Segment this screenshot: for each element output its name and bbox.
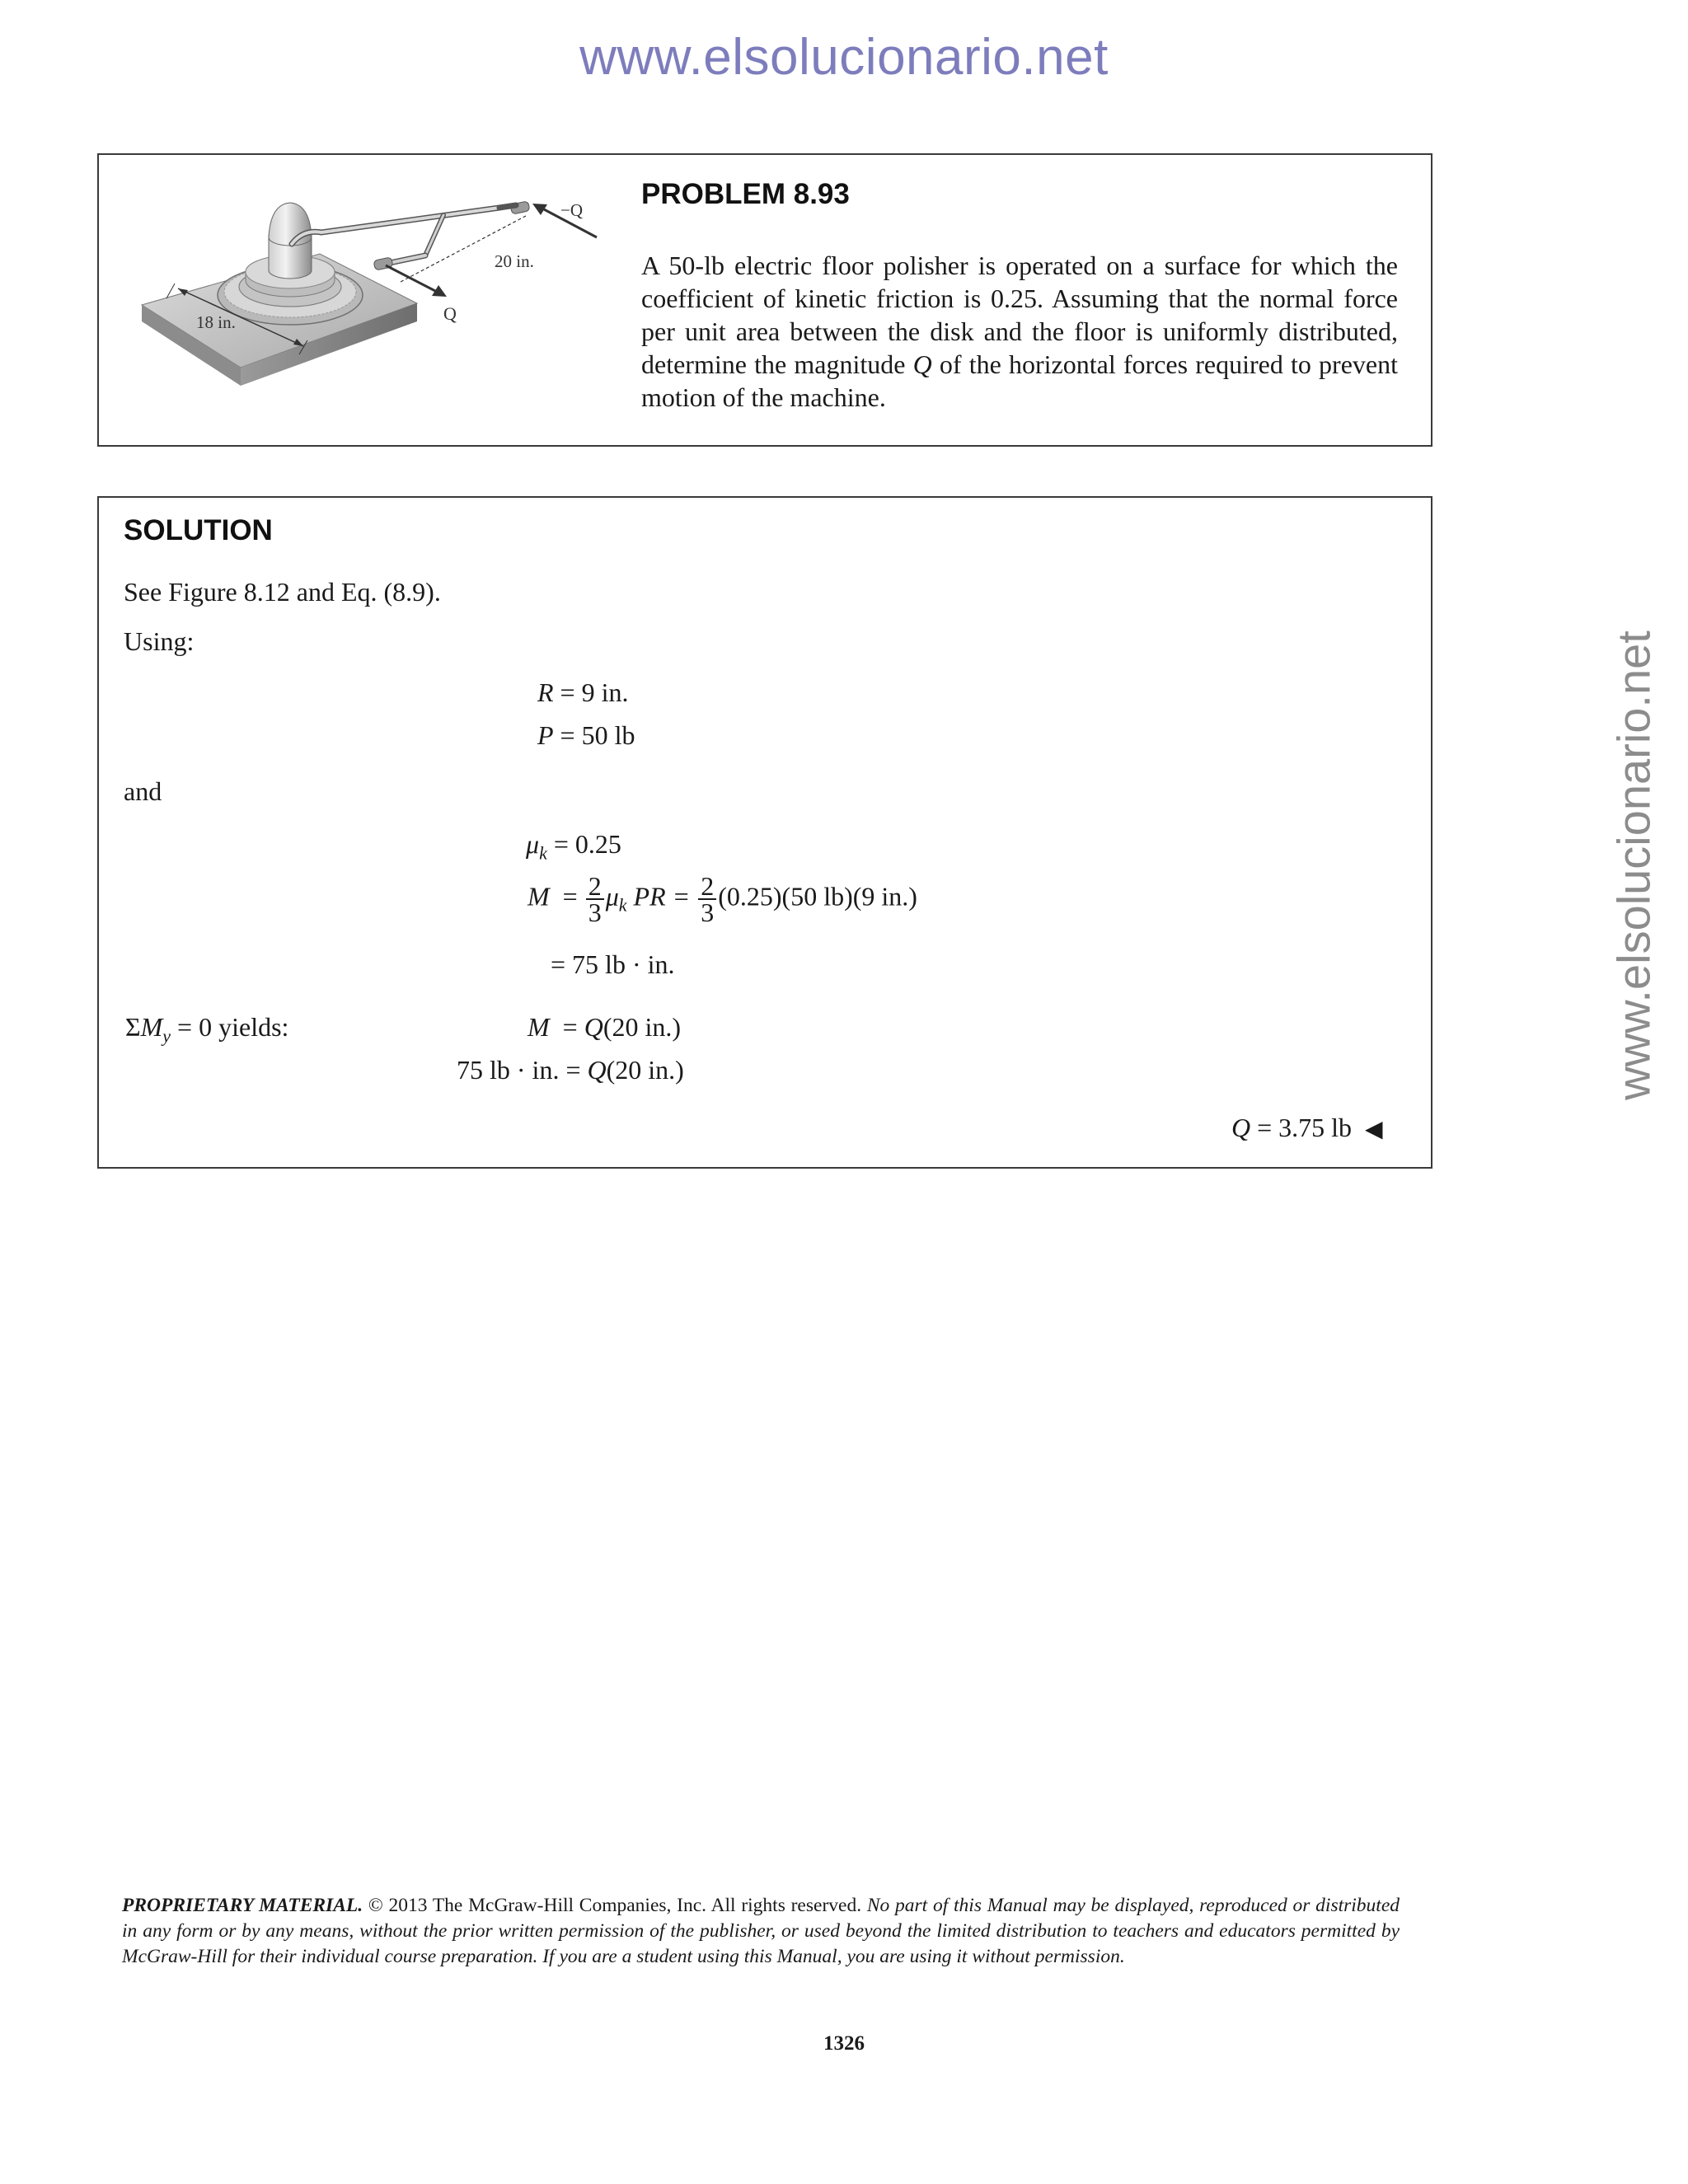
copyright-footer: [122, 1893, 1400, 1970]
equilibrium-condition: [125, 1010, 288, 1052]
moment-result: = 75 lb · in.: [551, 949, 675, 979]
mu-symbol-inline: μ: [605, 881, 619, 912]
equation-p: [537, 719, 635, 752]
answer-marker-icon: ◀: [1365, 1115, 1383, 1142]
motor-housing: [269, 203, 312, 279]
footer-bold: PROPRIETARY MATERIAL.: [122, 1895, 363, 1916]
equation-numeric: [457, 1053, 684, 1086]
eq2-lhs: 75 lb · in. =: [457, 1055, 581, 1085]
solution-using: Using:: [124, 626, 195, 656]
watermark-side-text: www.elsolucionario.net: [1607, 630, 1660, 1100]
page-number: 1326: [823, 2032, 865, 2055]
solution-intro: See Figure 8.12 and Eq. (8.9).: [124, 577, 441, 607]
problem-title: PROBLEM 8.93: [641, 178, 850, 210]
p-value: = 50 lb: [560, 720, 635, 750]
equation-mu: [526, 827, 621, 869]
equation-moment: [528, 871, 917, 927]
r-symbol: R: [537, 677, 554, 707]
fraction-numerator: 2: [586, 874, 604, 900]
equation-r: [537, 676, 628, 709]
eq1-equals: =: [562, 1012, 578, 1042]
footer-italic: No part of this Manual may be displayed, reproduced or distributed in any form or by any means, without the prior written permission of the publisher, or used beyond the limited distribution to teachers and educators permitted by McGraw-Hill for their individual course preparation. If you are a student using this Manual, you are using it without permission.: [122, 1895, 1400, 1967]
solution-title: SOLUTION: [124, 514, 273, 546]
label-neg-q: −Q: [560, 200, 584, 220]
fraction-denominator: 3: [701, 898, 715, 927]
mu-subscript-inline: k: [618, 894, 627, 916]
answer-value: = 3.75 lb: [1257, 1113, 1353, 1142]
moment-symbol: M: [528, 881, 550, 912]
sigma-symbol: Σ: [125, 1012, 141, 1042]
eq1-m: M: [528, 1012, 550, 1042]
dimension-20in: [401, 216, 526, 282]
watermark-top: www.elsolucionario.net: [579, 29, 1109, 86]
moment-substitution: (0.25)(50 lb)(9 in.): [718, 881, 917, 912]
sum-subscript: y: [162, 1025, 171, 1047]
fraction-two-thirds-a: [586, 871, 604, 927]
problem-text-q: Q: [912, 349, 932, 379]
fraction-denominator: 3: [588, 898, 602, 927]
p-symbol: P: [537, 720, 554, 750]
pr-term: PR =: [633, 881, 691, 912]
mu-value: = 0.25: [553, 829, 621, 859]
equals-sign: =: [562, 881, 578, 912]
floor-polisher-figure: [138, 196, 600, 412]
label-18in: 18 in.: [196, 312, 236, 332]
eq1-rhs: (20 in.): [603, 1012, 682, 1042]
eq2-rhs: (20 in.): [606, 1055, 684, 1085]
answer-q: Q: [1231, 1113, 1251, 1142]
mu-subscript: k: [539, 842, 547, 864]
solution-and: and: [124, 776, 162, 806]
problem-text-b: of the horizontal forces required to prevent motion of the machine.: [641, 349, 1399, 412]
sum-m-symbol: M: [140, 1012, 163, 1042]
r-value: = 9 in.: [560, 677, 629, 707]
label-20in: 20 in.: [495, 251, 534, 271]
sum-tail: = 0 yields:: [177, 1012, 289, 1042]
eq2-q: Q: [587, 1055, 607, 1085]
final-answer: [1231, 1111, 1383, 1146]
equation-moment-q: [528, 1010, 681, 1043]
problem-statement: [641, 249, 1398, 414]
footer-normal: © 2013 The McGraw-Hill Companies, Inc. All rights reserved.: [363, 1895, 867, 1916]
label-q: Q: [443, 303, 457, 324]
mu-symbol: μ: [526, 829, 540, 859]
fraction-numerator: 2: [698, 874, 716, 900]
fraction-two-thirds-b: [698, 871, 716, 927]
problem-text-a: A 50-lb electric floor polisher is operated on a surface for which the coefficient of kinetic friction is 0.25. Assuming that the normal force per unit area between the disk and the floor is uniformly distributed, determine the magnitude: [641, 251, 1398, 379]
eq1-q: Q: [584, 1012, 603, 1042]
